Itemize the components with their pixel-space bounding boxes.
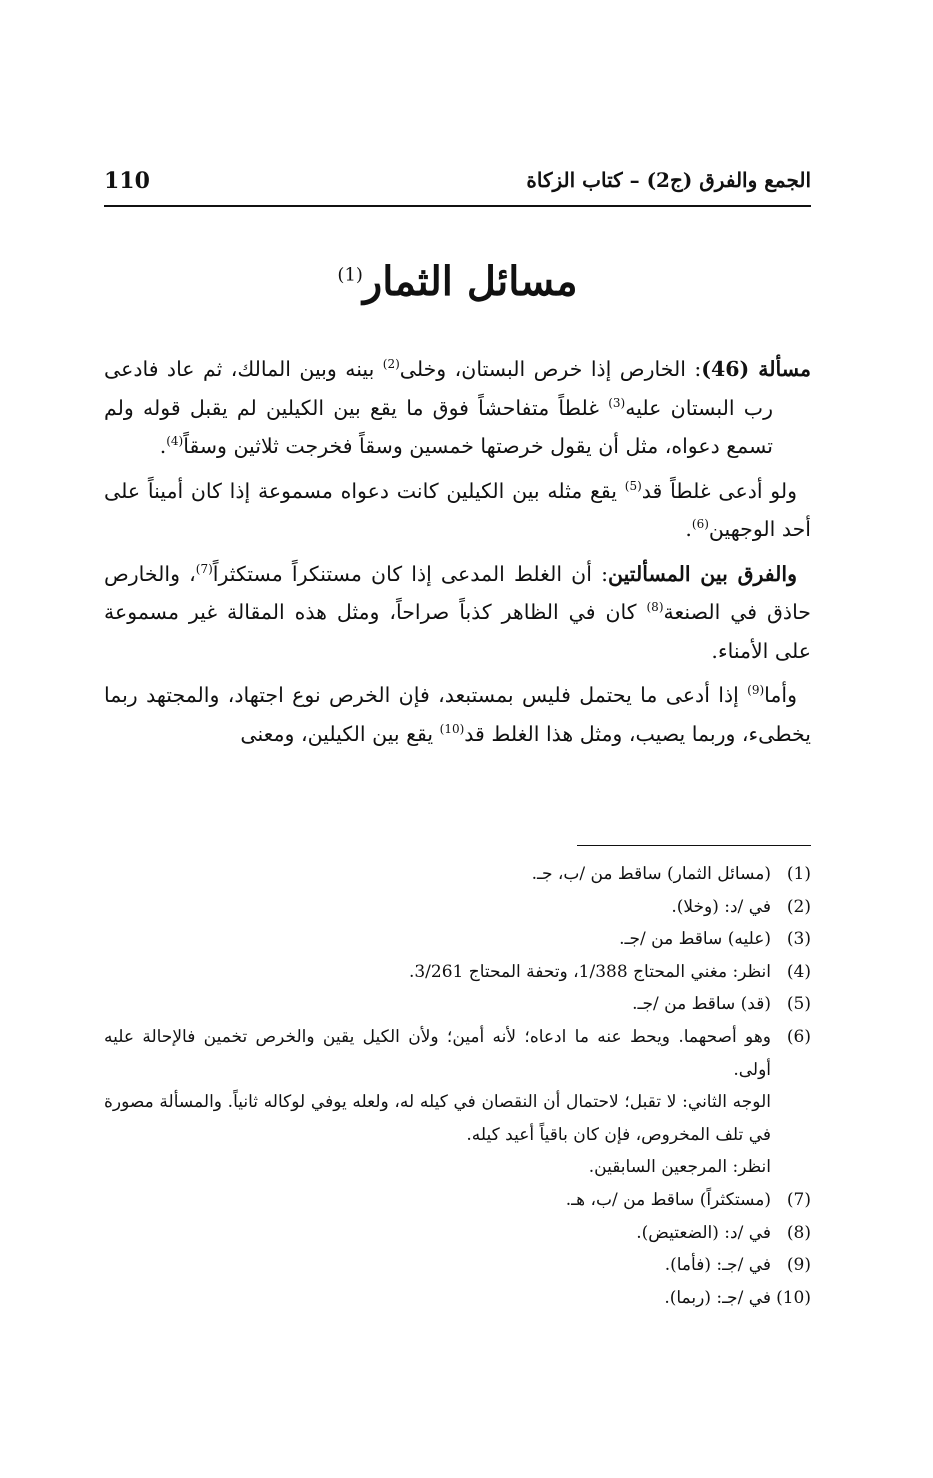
page-number: 110	[104, 168, 150, 194]
footnote	[104, 858, 811, 891]
footnote	[104, 988, 811, 1021]
running-title: الجمع والفرق (ج2) – كتاب الزكاة	[526, 168, 811, 192]
chapter-title	[104, 258, 811, 305]
main-text	[104, 350, 811, 759]
footnote-text: انظر: المرجعين السابقين.	[588, 1157, 771, 1178]
footnote-ref: (8)	[646, 600, 664, 615]
paragraph-text: .	[159, 434, 167, 458]
page-header	[104, 168, 811, 204]
footnote-number: (10)	[776, 1287, 811, 1308]
paragraph-text: ولو أدعى غلطاً قد	[641, 478, 797, 503]
footnote-number: (5)	[786, 994, 811, 1015]
footnote-number: (7)	[786, 1189, 811, 1210]
paragraph-text: إذا أدعى ما يحتمل فليس بمستبعد، فإن الخرص نوع اجتهاد، والمجتهد ربما يخطىء، وربما يصيب، ومثل هذا الغلط قد	[104, 683, 811, 746]
paragraph-difference	[104, 555, 811, 671]
paragraph-text: غلطاً متفاحشاً فوق ما يقع بين الكيلين لم يقبل قوله ولم تسمع دعواه، مثل أن يقول خرصتها خمسين وسقاً فخرجت ثلاثين وسقاً	[104, 395, 773, 458]
chapter-title-text: مسائل الثمار	[362, 258, 578, 305]
issue-label: مسألة (46)	[701, 357, 811, 381]
footnote-number: (6)	[786, 1026, 811, 1047]
footnote-ref: (5)	[624, 478, 642, 493]
footnote-text: (مسائل الثمار) ساقط من /ب، جـ.	[531, 864, 771, 884]
paragraph-issue-46	[104, 350, 811, 466]
footnote-number: (9)	[786, 1255, 811, 1276]
footnote-ref: (4)	[166, 434, 184, 449]
footnote-ref: (3)	[608, 395, 626, 410]
footnote-continuation	[104, 1086, 811, 1151]
footnote-ref: (6)	[691, 517, 709, 532]
footnote-separator	[577, 845, 811, 846]
footnote-number: (4)	[786, 961, 811, 982]
footnote	[104, 1282, 811, 1315]
footnote-ref: (2)	[382, 357, 400, 372]
paragraph-text: بينه وبين المالك، ثم عاد فادعى رب البستان عليه	[104, 357, 773, 420]
footnotes	[104, 858, 811, 1314]
footnote	[104, 956, 811, 989]
paragraph-however	[104, 676, 811, 753]
footnote-text: في /د: (وخلا).	[671, 896, 771, 917]
footnote-number: (1)	[786, 864, 811, 884]
footnote-text: الوجه الثاني: لا تقبل؛ لاحتمال أن النقصان في كيله له، ولعله يوفي لوكاله ثانياً. والمسألة مصورة في تلف المخروص، فإن كان باقياً أعيد كيله.	[104, 1092, 771, 1145]
footnote-number: (3)	[786, 929, 811, 950]
header-rule	[104, 205, 811, 207]
footnote	[104, 891, 811, 924]
footnote-number: (8)	[786, 1222, 811, 1243]
footnote	[104, 1249, 811, 1282]
footnote	[104, 923, 811, 956]
footnote-text: (عليه) ساقط من /جـ.	[619, 929, 771, 950]
footnote-text: في /جـ: (فأما).	[664, 1255, 771, 1276]
paragraph-text: : أن الغلط المدعى إذا كان مستنكراً مستكثراً	[212, 561, 608, 586]
footnote-text: (مستكثراً) ساقط من /ب، هـ.	[565, 1189, 771, 1210]
footnote	[104, 1184, 811, 1217]
paragraph-text: وأما	[764, 683, 797, 707]
chapter-note-ref: (1)	[337, 264, 363, 286]
footnote-text: في /د: (الضعتيض).	[636, 1222, 771, 1243]
footnote-continuation	[104, 1151, 811, 1184]
footnote	[104, 1217, 811, 1250]
footnote-text: وهو أصحهما. ويحط عنه ما ادعاه؛ لأنه أمين؛ ولأن الكيل يقين والخرص تخمين فالإحالة عليه أولى.	[104, 1026, 771, 1080]
footnote-text: في /جـ: (ربما).	[664, 1287, 771, 1308]
footnote-text: انظر: مغني المحتاج 1/388، وتحفة المحتاج 3/261.	[408, 961, 771, 982]
footnote-ref: (9)	[747, 683, 765, 698]
paragraph-text: : الخارص إذا خرص البستان، وخلى	[399, 357, 702, 381]
footnote-ref: (7)	[195, 561, 213, 576]
paragraph-text: .	[685, 517, 692, 541]
paragraph-text: يقع بين الكيلين، ومعنى	[240, 721, 440, 746]
paragraph-second-case	[104, 472, 811, 549]
paragraph-text: ، والخارص حاذق في الصنعة	[104, 561, 811, 624]
footnote-number: (2)	[786, 896, 811, 917]
footnote-ref: (10)	[439, 721, 465, 736]
paragraph-text: يقع مثله بين الكيلين كانت دعواه مسموعة إذا كان أميناً على أحد الوجهين	[104, 478, 811, 541]
footnote	[104, 1021, 811, 1086]
difference-label: والفرق بين المسألتين	[607, 561, 798, 586]
footnote-text: (قد) ساقط من /جـ.	[632, 994, 771, 1015]
paragraph-text: كان في الظاهر كذباً صراحاً، ومثل هذه المقالة غير مسموعة على الأمناء.	[104, 600, 811, 663]
